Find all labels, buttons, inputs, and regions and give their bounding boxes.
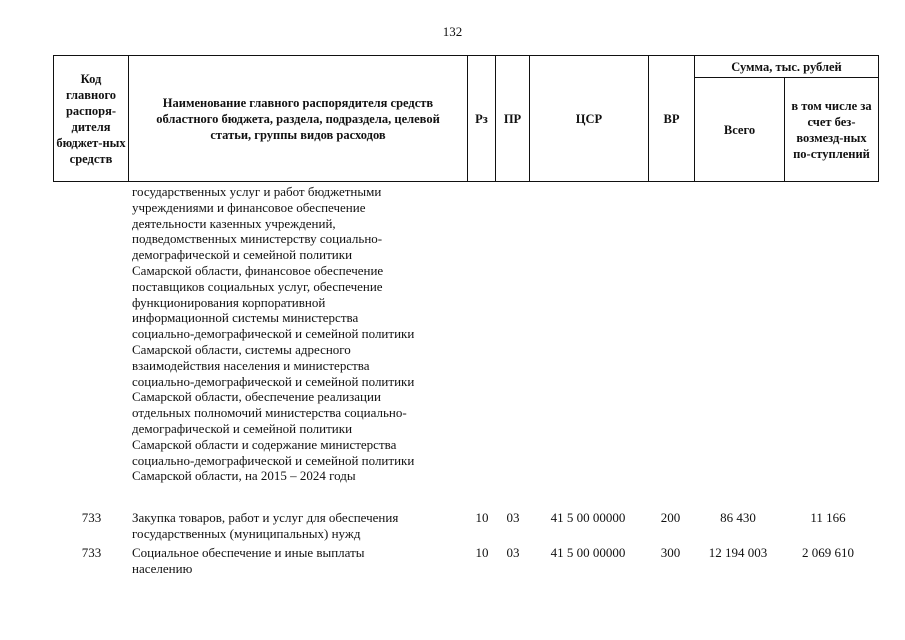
row-name-line: населению — [132, 560, 193, 576]
header-code: Код главного распоря-дителя бюджет-ных средств — [56, 71, 126, 166]
continuation-text — [132, 184, 472, 484]
text-line: Самарской области и содержание министерства — [132, 436, 397, 452]
header-vr: ВР — [663, 111, 680, 126]
text-line: деятельности казенных учреждений, — [132, 215, 336, 231]
text-line: подведомственных министерству социально- — [132, 231, 383, 247]
row-incl: 11 166 — [810, 510, 846, 525]
text-line: государственных услуг и работ бюджетными — [132, 184, 382, 199]
row-code: 733 — [81, 510, 102, 525]
text-line: демографической и семейной политики — [132, 420, 353, 436]
header-rz: Рз — [475, 111, 488, 126]
row-pr: 03 — [506, 545, 520, 560]
row-rz: 10 — [475, 545, 489, 560]
text-line: социально-демографической и семейной политики — [132, 373, 415, 389]
row-vr: 300 — [660, 545, 681, 560]
header-sum: Сумма, тыс. рублей — [731, 59, 842, 74]
text-line: демографической и семейной политики — [132, 247, 353, 263]
row-rz: 10 — [475, 510, 489, 525]
text-line: отдельных полномочий министерства социально- — [132, 405, 407, 421]
row-name-line: Социальное обеспечение и иные выплаты — [132, 545, 365, 560]
row-name-line: государственных (муниципальных) нужд — [132, 525, 361, 541]
header-incl: в том числе за счет без-возмезд-ных по-ступлений — [791, 98, 872, 161]
table-header — [53, 55, 879, 182]
row-code: 733 — [81, 545, 102, 560]
row-total: 12 194 003 — [708, 545, 768, 560]
row-name — [132, 510, 398, 542]
row-name-line: Закупка товаров, работ и услуг для обеспечения — [132, 510, 399, 525]
text-line: учреждениями и финансовое обеспечение — [132, 199, 366, 215]
text-line: поставщиков социальных услуг, обеспечение — [132, 278, 383, 294]
text-line: социально-демографической и семейной политики — [132, 452, 415, 468]
row-vr: 200 — [660, 510, 681, 525]
text-line: Самарской области, финансовое обеспечение — [132, 262, 384, 278]
row-csr: 41 5 00 00000 — [550, 545, 626, 560]
text-line: Самарской области, на 2015 – 2024 годы — [132, 468, 356, 484]
row-name — [132, 545, 365, 577]
text-line: информационной системы министерства — [132, 310, 359, 326]
page-number: 132 — [442, 24, 463, 39]
text-line: взаимодействия населения и министерства — [132, 357, 370, 373]
header-pr: ПР — [503, 111, 522, 126]
text-line: социально-демографической и семейной политики — [132, 326, 415, 342]
header-total: Всего — [723, 122, 756, 137]
row-csr: 41 5 00 00000 — [550, 510, 626, 525]
text-line: функционирования корпоративной — [132, 294, 326, 310]
header-name: Наименование главного распорядителя средств областного бюджета, раздела, подраздела, целевой статьи, группы видов расходов — [156, 95, 440, 142]
row-incl: 2 069 610 — [802, 545, 854, 560]
text-line: Самарской области, системы адресного — [132, 341, 351, 357]
text-line: Самарской области, обеспечение реализации — [132, 389, 381, 405]
row-total: 86 430 — [720, 510, 756, 525]
row-pr: 03 — [506, 510, 520, 525]
header-csr: ЦСР — [575, 111, 603, 126]
